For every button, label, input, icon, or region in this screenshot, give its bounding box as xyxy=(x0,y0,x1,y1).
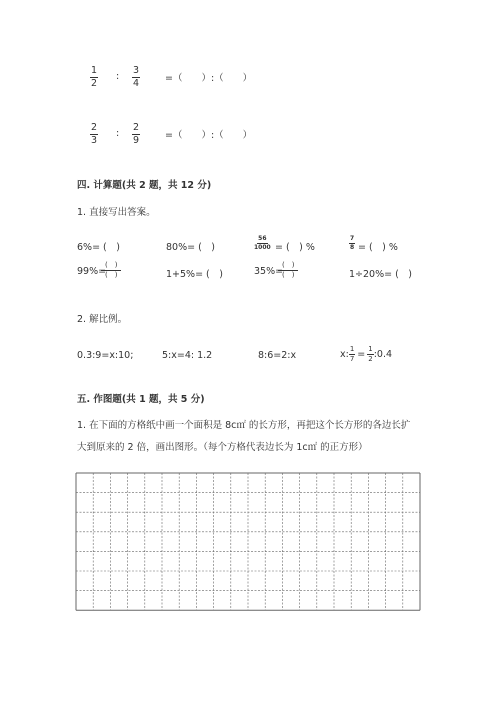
fraction-one-half: $\frac{1}{2}$ xyxy=(368,345,373,363)
calc-1-divide-20-percent: 1÷20%= ( ) xyxy=(349,269,413,280)
proportion-1: 0.3:9=x:10; xyxy=(77,350,134,361)
calc-fraction-percent-blank: = ( ) % xyxy=(275,242,315,253)
fraction-two-ninths: $\frac{2}{9}$ xyxy=(133,122,140,146)
proportion-4: x: $\frac{1}{7}$ = $\frac{1}{2}$ :0.4 xyxy=(340,345,393,363)
question-5-1-line-2: 大到原来的 2 倍，画出图形。（每个方格代表边长为 1c㎡ 的正方形） xyxy=(77,442,368,453)
calc-35-percent: 35%= xyxy=(254,266,284,277)
proportion-3: 8:6=2:x xyxy=(258,350,297,361)
fraction-7-over-8: $\frac{7}{8}$ xyxy=(350,235,355,251)
section-4-title: 四. 计算题(共 2 题，共 12 分) xyxy=(77,180,212,191)
calc-80-percent: 80%= ( ) xyxy=(166,242,216,253)
ratio-colon: : xyxy=(116,128,120,139)
fraction-two-thirds: $\frac{2}{3}$ xyxy=(91,122,98,146)
question-4-2-label: 2. 解比例。 xyxy=(77,314,128,325)
calc-1-plus-5-percent: 1+5%= ( ) xyxy=(166,269,223,280)
fraction-three-quarters: $\frac{3}{4}$ xyxy=(133,65,140,89)
calc-seven-eighths-percent-blank: = ( ) % xyxy=(358,242,398,253)
calc-6-percent: 6%= ( ) xyxy=(77,242,120,253)
fraction-56-over-1000: $\frac{56}{1000}$ xyxy=(254,235,271,251)
ratio-answer-blank: =（ ）:（ ） xyxy=(165,130,253,141)
fraction-blank: ( ) ( ) xyxy=(101,262,121,279)
fraction-one-seventh: $\frac{1}{7}$ xyxy=(349,345,355,363)
ratio-answer-blank: =（ ）:（ ） xyxy=(165,73,253,84)
section-5-title: 五. 作图题(共 1 题，共 5 分) xyxy=(77,394,205,405)
grid-paper[interactable] xyxy=(75,472,423,612)
fraction-blank: ( ) ( ) xyxy=(278,262,298,279)
question-4-1-label: 1. 直接写出答案。 xyxy=(77,207,156,218)
question-5-1-line-1: 1. 在下面的方格纸中画一个面积是 8c㎡ 的长方形，再把这个长方形的各边长扩 xyxy=(77,420,411,431)
proportion-2: 5:x=4: 1.2 xyxy=(162,350,213,361)
calc-99-percent: 99%= xyxy=(77,266,107,277)
fraction-one-half: $\frac{1}{2}$ xyxy=(91,65,98,89)
ratio-colon: : xyxy=(116,71,120,82)
